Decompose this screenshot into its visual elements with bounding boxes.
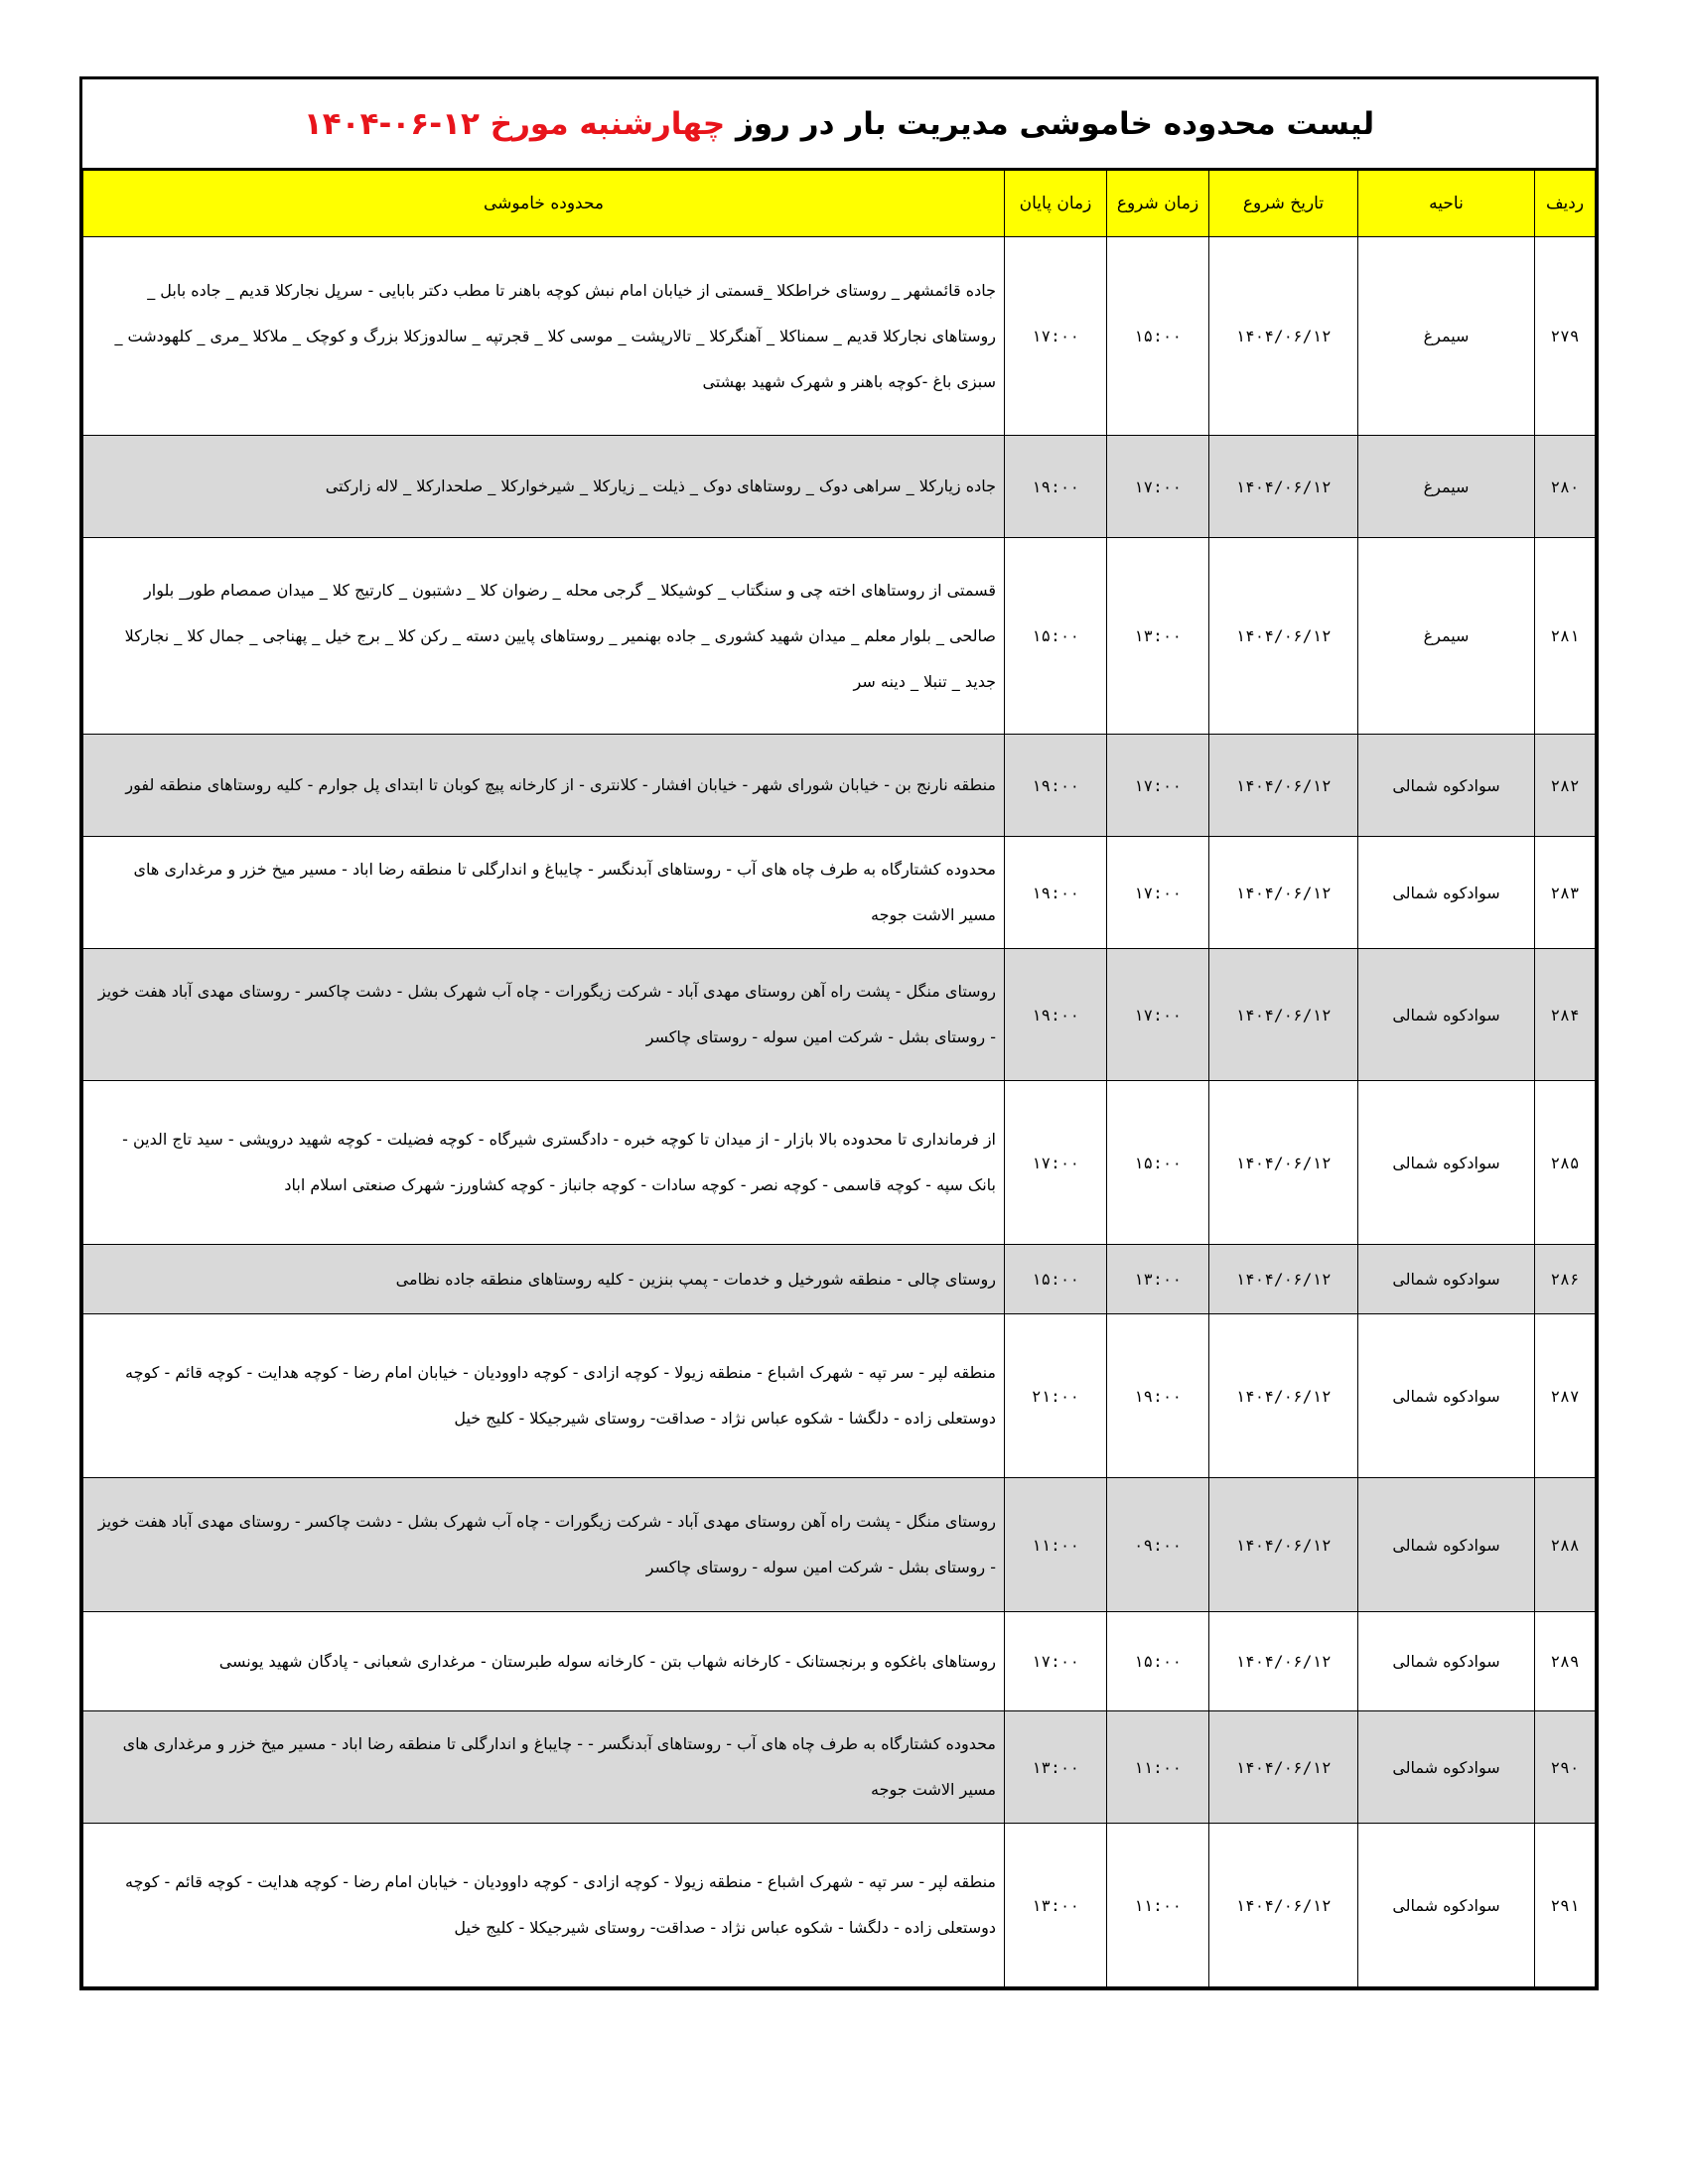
table-row [83,1478,1596,1612]
row-number-cell: ۲۸۳ [1535,837,1596,949]
row-number-cell: ۲۸۱ [1535,538,1596,735]
district-cell: سیمرغ [1358,436,1535,538]
row-number-cell: ۲۹۱ [1535,1824,1596,1987]
start-date-cell: ۱۴۰۴/۰۶/۱۲ [1209,949,1358,1081]
district-cell: سوادکوه شمالی [1358,1081,1535,1245]
table-row [83,1711,1596,1824]
row-number-cell: ۲۷۹ [1535,237,1596,436]
end-time-cell: ۱۳:۰۰ [1005,1711,1107,1824]
start-time-cell: ۱۷:۰۰ [1107,436,1209,538]
blackout-area-cell: روستای منگل - پشت راه آهن روستای مهدی آباد - شرکت زیگورات - چاه آب شهرک بشل - دشت چاکسر - روستای مهدی آباد هفت خویز - روستای بشل - شرکت امین سوله - روستای چاکسر [83,1478,1005,1612]
page-title [82,79,1596,170]
row-number-cell: ۲۸۰ [1535,436,1596,538]
table-header-row [83,171,1596,237]
table-row [83,538,1596,735]
blackout-area-cell: از فرمانداری تا محدوده بالا بازار - از میدان تا کوچه خبره - دادگستری شیرگاه - کوچه فضیلت - کوچه شهید درویشی - سید تاج الدین - بانک سپه - کوچه قاسمی - کوچه نصر - کوچه سادات - کوچه جانباز - کوچه کشاورز- شهرک صنعتی اسلام اباد [83,1081,1005,1245]
header-blackout-area: محدوده خاموشی [83,171,1005,237]
start-time-cell: ۱۹:۰۰ [1107,1314,1209,1478]
header-end-time: زمان پایان [1005,171,1107,237]
header-start-time: زمان شروع [1107,171,1209,237]
table-row [83,1081,1596,1245]
blackout-area-cell: جاده زیارکلا _ سراهی دوک _ روستاهای دوک _ ذیلت _ زیارکلا _ شیرخوارکلا _ صلحدارکلا _ لاله زارکتی [83,436,1005,538]
start-time-cell: ۱۳:۰۰ [1107,1245,1209,1314]
start-time-cell: ۱۵:۰۰ [1107,1612,1209,1711]
start-time-cell: ۱۳:۰۰ [1107,538,1209,735]
start-time-cell: ۱۷:۰۰ [1107,837,1209,949]
table-row [83,1612,1596,1711]
table-row [83,436,1596,538]
blackout-area-cell: روستای منگل - پشت راه آهن روستای مهدی آباد - شرکت زیگورات - چاه آب شهرک بشل - دشت چاکسر - روستای مهدی آباد هفت خویز - روستای بشل - شرکت امین سوله - روستای چاکسر [83,949,1005,1081]
start-date-cell: ۱۴۰۴/۰۶/۱۲ [1209,1081,1358,1245]
end-time-cell: ۱۹:۰۰ [1005,436,1107,538]
end-time-cell: ۱۹:۰۰ [1005,949,1107,1081]
table-row [83,837,1596,949]
row-number-cell: ۲۸۷ [1535,1314,1596,1478]
district-cell: سوادکوه شمالی [1358,1711,1535,1824]
end-time-cell: ۱۵:۰۰ [1005,538,1107,735]
start-date-cell: ۱۴۰۴/۰۶/۱۲ [1209,1478,1358,1612]
title-main: لیست محدوده خاموشی مدیریت بار در روز [736,105,1375,142]
start-date-cell: ۱۴۰۴/۰۶/۱۲ [1209,237,1358,436]
end-time-cell: ۱۵:۰۰ [1005,1245,1107,1314]
district-cell: سیمرغ [1358,237,1535,436]
blackout-area-cell: منطقه لپر - سر تپه - شهرک اشباع - منطقه زیولا - کوچه ازادی - کوچه داوودیان - خیابان امام رضا - کوچه هدایت - کوچه قائم - کوچه دوستعلی زاده - دلگشا - شکوه عباس نژاد - صداقت- روستای شیرجیکلا - کلیج خیل [83,1314,1005,1478]
table-row [83,1314,1596,1478]
end-time-cell: ۱۹:۰۰ [1005,837,1107,949]
end-time-cell: ۱۱:۰۰ [1005,1478,1107,1612]
table-row [83,1824,1596,1987]
start-date-cell: ۱۴۰۴/۰۶/۱۲ [1209,1314,1358,1478]
end-time-cell: ۲۱:۰۰ [1005,1314,1107,1478]
blackout-area-cell: منطقه نارنج بن - خیابان شورای شهر - خیابان افشار - کلانتری - از کارخانه پیچ کوبان تا ابتدای پل جوارم - کلیه روستاهای منطقه لفور [83,735,1005,837]
row-number-cell: ۲۸۸ [1535,1478,1596,1612]
start-date-cell: ۱۴۰۴/۰۶/۱۲ [1209,538,1358,735]
row-number-cell: ۲۸۵ [1535,1081,1596,1245]
start-date-cell: ۱۴۰۴/۰۶/۱۲ [1209,837,1358,949]
row-number-cell: ۲۸۶ [1535,1245,1596,1314]
end-time-cell: ۱۹:۰۰ [1005,735,1107,837]
end-time-cell: ۱۷:۰۰ [1005,1081,1107,1245]
row-number-cell: ۲۹۰ [1535,1711,1596,1824]
start-date-cell: ۱۴۰۴/۰۶/۱۲ [1209,1245,1358,1314]
district-cell: سوادکوه شمالی [1358,1824,1535,1987]
table-row [83,237,1596,436]
blackout-area-cell: روستای چالی - منطقه شورخیل و خدمات - پمپ بنزین - کلیه روستاهای منطقه جاده نظامی [83,1245,1005,1314]
end-time-cell: ۱۷:۰۰ [1005,1612,1107,1711]
district-cell: سوادکوه شمالی [1358,949,1535,1081]
row-number-cell: ۲۸۲ [1535,735,1596,837]
start-time-cell: ۱۷:۰۰ [1107,735,1209,837]
blackout-area-cell: قسمتی از روستاهای اخته چی و سنگتاب _ کوشیکلا _ گرجی محله _ رضوان کلا _ دشتبون _ کارتیج کلا _ میدان صمصام طور_ بلوار صالحی _ بلوار معلم _ میدان شهید کشوری _ جاده بهنمیر _ روستاهای پایین دسته _ رکن کلا _ برج خیل _ پهناجی _ جمال کلا _ نجارکلا جدید _ تنبلا _ دینه سر [83,538,1005,735]
start-time-cell: ۱۷:۰۰ [1107,949,1209,1081]
blackout-area-cell: روستاهای باغکوه و برنجستانک - کارخانه شهاب بتن - کارخانه سوله طبرستان - مرغداری شعبانی - پادگان شهید یونسی [83,1612,1005,1711]
title-date: چهارشنبه مورخ ۱۲-۰۶-۱۴۰۴ [303,105,726,142]
start-date-cell: ۱۴۰۴/۰۶/۱۲ [1209,1711,1358,1824]
blackout-area-cell: محدوده کشتارگاه به طرف چاه های آب - روستاهای آبدنگسر - - چایباغ و اندارگلی تا منطقه رضا اباد - مسیر میخ خزر و مرغداری های مسیر الاشت جوجه [83,1711,1005,1824]
start-time-cell: ۰۹:۰۰ [1107,1478,1209,1612]
district-cell: سیمرغ [1358,538,1535,735]
district-cell: سوادکوه شمالی [1358,735,1535,837]
district-cell: سوادکوه شمالی [1358,1612,1535,1711]
blackout-area-cell: جاده قائمشهر _ روستای خراطکلا _قسمتی از خیابان امام نبش کوچه باهنر تا مطب دکتر بابایی - سرپل نجارکلا قدیم _ جاده بابل _ روستاهای نجارکلا قدیم _ سمناکلا _ آهنگرکلا _ تالارپشت _ موسی کلا _ قجرتپه _ سالدوزکلا بزرگ و کوچک _ ملاکلا _مری _ کلهودشت _ سبزی باغ -کوچه باهنر و شهرک شهید بهشتی [83,237,1005,436]
district-cell: سوادکوه شمالی [1358,1245,1535,1314]
table-row [83,1245,1596,1314]
start-time-cell: ۱۵:۰۰ [1107,237,1209,436]
district-cell: سوادکوه شمالی [1358,837,1535,949]
blackout-table [82,170,1596,1987]
blackout-area-cell: منطقه لپر - سر تپه - شهرک اشباع - منطقه زیولا - کوچه ازادی - کوچه داوودیان - خیابان امام رضا - کوچه هدایت - کوچه قائم - کوچه دوستعلی زاده - دلگشا - شکوه عباس نژاد - صداقت- روستای شیرجیکلا - کلیج خیل [83,1824,1005,1987]
table-row [83,949,1596,1081]
start-date-cell: ۱۴۰۴/۰۶/۱۲ [1209,1824,1358,1987]
district-cell: سوادکوه شمالی [1358,1314,1535,1478]
start-time-cell: ۱۵:۰۰ [1107,1081,1209,1245]
header-district: ناحیه [1358,171,1535,237]
start-date-cell: ۱۴۰۴/۰۶/۱۲ [1209,1612,1358,1711]
header-start-date: تاریخ شروع [1209,171,1358,237]
row-number-cell: ۲۸۴ [1535,949,1596,1081]
table-row [83,735,1596,837]
header-row-number: ردیف [1535,171,1596,237]
start-date-cell: ۱۴۰۴/۰۶/۱۲ [1209,735,1358,837]
end-time-cell: ۱۳:۰۰ [1005,1824,1107,1987]
start-time-cell: ۱۱:۰۰ [1107,1711,1209,1824]
blackout-area-cell: محدوده کشتارگاه به طرف چاه های آب - روستاهای آبدنگسر - چایباغ و اندارگلی تا منطقه رضا اباد - مسیر میخ خزر و مرغداری های مسیر الاشت جوجه [83,837,1005,949]
row-number-cell: ۲۸۹ [1535,1612,1596,1711]
start-time-cell: ۱۱:۰۰ [1107,1824,1209,1987]
district-cell: سوادکوه شمالی [1358,1478,1535,1612]
blackout-schedule-sheet [79,76,1599,1990]
start-date-cell: ۱۴۰۴/۰۶/۱۲ [1209,436,1358,538]
end-time-cell: ۱۷:۰۰ [1005,237,1107,436]
